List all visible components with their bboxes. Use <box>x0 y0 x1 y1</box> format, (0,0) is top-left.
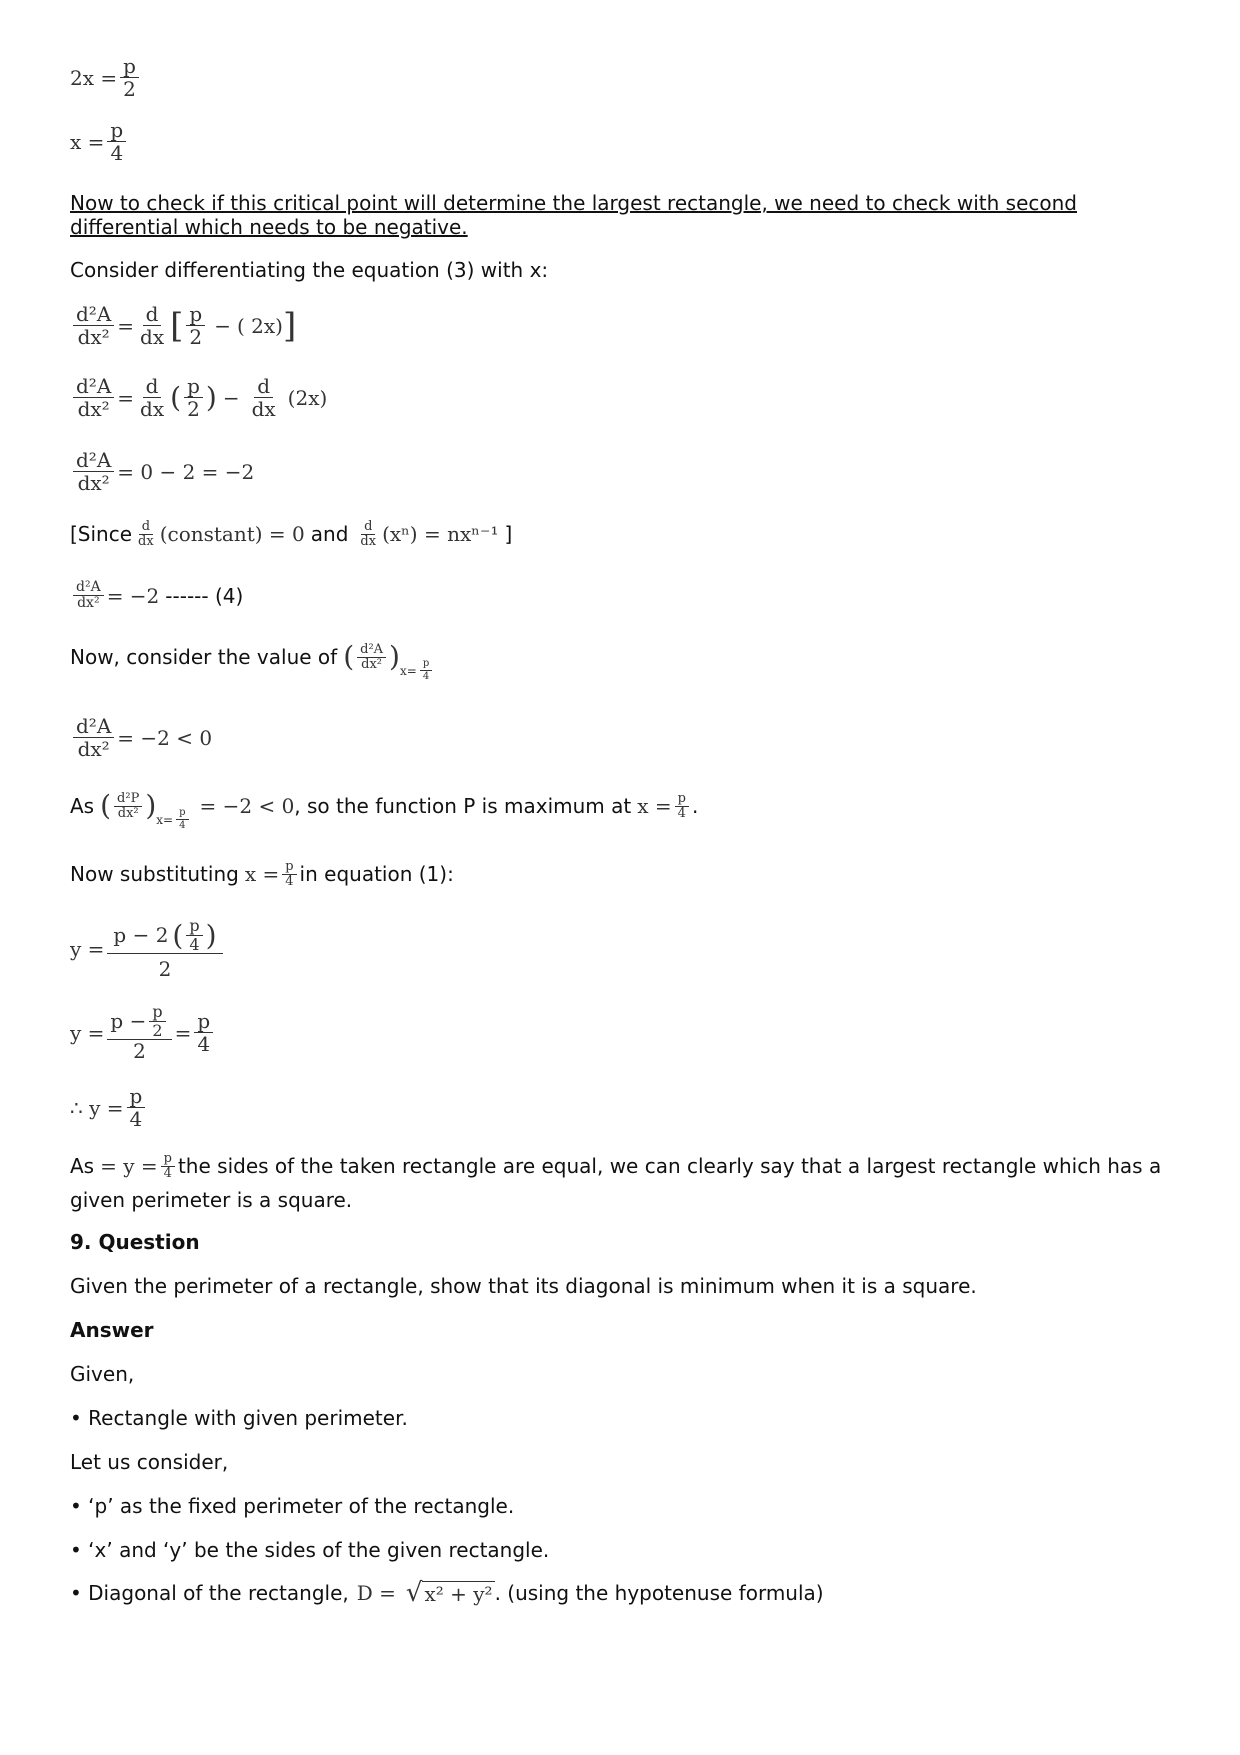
y-equals: y = <box>70 937 105 962</box>
conclusion-line-1 <box>70 1152 1161 1181</box>
eq-lhs: x = <box>70 130 105 154</box>
term-2x: (2x) <box>287 386 328 410</box>
frac-num: d <box>143 304 162 326</box>
frac-den: 4 <box>129 1107 143 1131</box>
let-us-consider: Let us consider, <box>70 1450 229 1474</box>
frac-num: p <box>120 56 139 78</box>
fraction-p-over-4-small <box>282 860 296 889</box>
frac-den: 2 <box>133 1039 146 1064</box>
frac-den: dx² <box>77 325 110 349</box>
frac-num: d <box>143 376 162 398</box>
frac-num: d²A <box>357 643 386 658</box>
equation-negative-check <box>70 716 212 760</box>
frac-num: p <box>107 120 126 142</box>
fraction-p-over-4 <box>127 1086 146 1130</box>
frac-den: 4 <box>422 670 430 682</box>
fraction-p-over-4-small <box>675 792 689 821</box>
fraction-d2A-dx2-small <box>357 643 386 672</box>
frac-num: d²A <box>73 450 114 472</box>
frac-den: 4 <box>163 1165 172 1181</box>
substitution-line <box>70 860 454 889</box>
x-equals: x = <box>637 794 672 819</box>
frac-den: 4 <box>285 873 294 889</box>
frac-den: dx <box>251 397 276 421</box>
question-text: Given the perimeter of a rectangle, show that its diagonal is minimum when it is a square. <box>70 1274 977 1298</box>
underlined-note: Now to check if this critical point will determine the largest rectangle, we need to check with second differential which needs to be negative. <box>70 191 1077 239</box>
frac-num: p <box>420 659 432 671</box>
frac-den: 2 <box>189 325 203 349</box>
bullet-diagonal <box>70 1580 824 1606</box>
evaluation-subscript <box>400 659 435 682</box>
equals-sign: = <box>117 386 135 410</box>
fraction-d2A-dx2-small <box>73 580 104 611</box>
frac-den: dx² <box>361 656 383 672</box>
frac-den: dx² <box>77 471 110 495</box>
fraction-y-expression <box>107 918 222 980</box>
frac-den: dx² <box>117 805 139 821</box>
fraction-d2A-dx2 <box>73 716 114 760</box>
equation-rhs: = 0 − 2 = −2 <box>117 460 255 484</box>
frac-num: d²A <box>73 376 114 398</box>
conclusion-text: the sides of the taken rectangle are equal, we can clearly say that a largest rectangle which has a <box>177 1154 1162 1179</box>
frac-num: p <box>186 304 205 326</box>
fraction-p-over-4-tiny <box>176 808 188 831</box>
frac-num: d <box>139 520 153 535</box>
equation-2x <box>70 56 142 100</box>
equation-4 <box>70 580 243 611</box>
eq-lhs: 2x = <box>70 66 118 90</box>
fraction-p-over-4-small <box>161 1152 175 1181</box>
numerator-left: p − <box>110 1009 147 1034</box>
negative-value: = −2 < 0 <box>199 794 295 819</box>
equation-rhs: = −2 < 0 <box>117 726 213 750</box>
frac-num: p <box>127 1086 146 1108</box>
fraction-p-over-4 <box>107 120 126 164</box>
frac-num: p <box>176 808 188 820</box>
sqrt-content: x² + y² <box>424 1582 493 1606</box>
now-consider-line: Now, consider the value of ( $\frac{\text{d²A}}{\text{dx²}}$ ) x= $\frac{p}{4}$ <box>70 643 435 672</box>
sub-x-eq: x= <box>399 663 417 678</box>
fraction-p-over-2 <box>186 304 205 348</box>
frac-num: p <box>184 376 203 398</box>
frac-num: d²A <box>73 304 114 326</box>
fraction-d2A-dx2 <box>73 450 114 494</box>
fraction-d2A-dx2 <box>73 304 114 348</box>
frac-den: dx <box>140 325 165 349</box>
equation-y-1 <box>70 918 226 980</box>
frac-num: p − 2 ( $\frac{p}{4}$ ) <box>107 918 222 954</box>
frac-num: d <box>254 376 273 398</box>
d-equals: D = <box>356 1581 396 1605</box>
fraction-p-over-4 <box>186 918 202 953</box>
diagonal-text: • Diagonal of the rectangle, <box>70 1581 349 1605</box>
in-equation-text: in equation (1): <box>299 862 454 887</box>
y-equals: = y = <box>100 1154 158 1179</box>
equation-second-derivative-2: $\frac{\text{d²A}}{\text{dx²}}$ = $\frac{d}{dx}$ ( $\frac{p}{2}$ ) − $\frac{d}{dx}$ (2x) <box>70 376 327 420</box>
constant-rule: (constant) = 0 <box>159 522 305 547</box>
frac-den: dx² <box>77 737 110 761</box>
frac-den: 4 <box>189 934 200 954</box>
maximum-text: , so the function P is maximum at <box>294 794 632 819</box>
bullet-perimeter: • ‘p’ as the fixed perimeter of the rectangle. <box>70 1494 515 1518</box>
sqrt-icon: √ <box>405 1578 423 1608</box>
fraction-d-dx-small <box>135 520 157 549</box>
frac-num: d <box>361 520 375 535</box>
fraction-d-dx <box>137 376 167 420</box>
hypotenuse-note: . (using the hypotenuse formula) <box>494 1581 824 1605</box>
fraction-d2A-dx2 <box>73 376 114 420</box>
fraction-d2P-dx2-small <box>114 792 142 821</box>
frac-num: p <box>194 1011 213 1033</box>
frac-den: 4 <box>677 805 686 821</box>
fraction-d-dx <box>249 376 279 420</box>
fraction-d-dx-small <box>357 520 379 549</box>
bullet-rectangle: • Rectangle with given perimeter. <box>70 1406 408 1430</box>
frac-num: p <box>282 860 296 875</box>
frac-num: d²A <box>73 580 104 596</box>
frac-den: dx² <box>77 594 100 611</box>
frac-num: d²P <box>114 792 142 807</box>
frac-den: 4 <box>179 819 186 831</box>
frac-num: d²A <box>73 716 114 738</box>
consider-differentiating-text: Consider differentiating the equation (3) with x: <box>70 258 549 282</box>
frac-den: 4 <box>110 141 124 165</box>
numerator-left: p − 2 <box>113 923 169 948</box>
answer-heading: Answer <box>70 1318 154 1342</box>
equation-second-derivative-1: $\frac{\text{d²A}}{\text{dx²}}$ = $\frac{d}{dx}$ [ $\frac{p}{2}$ − ( 2x) ] <box>70 304 296 348</box>
equation-second-derivative-3 <box>70 450 254 494</box>
bracket-close: ] <box>504 522 513 547</box>
therefore-y: ∴ y = <box>70 1096 124 1120</box>
equation-y-final <box>70 1086 148 1130</box>
frac-den: 4 <box>197 1032 211 1057</box>
now-substituting-text: Now substituting <box>70 862 239 887</box>
as-word: As <box>70 794 95 819</box>
frac-den: 2 <box>187 397 200 421</box>
equation-y-2 <box>70 1004 216 1062</box>
equation-tag: ------ (4) <box>165 583 244 608</box>
fraction-p-over-2 <box>149 1004 165 1039</box>
frac-num: p <box>149 1004 165 1022</box>
frac-den: 2 <box>158 957 172 982</box>
question-heading: 9. Question <box>70 1230 200 1254</box>
equals-sign: = <box>174 1021 192 1046</box>
since-rule-line <box>70 520 512 549</box>
fraction-d-dx <box>137 304 167 348</box>
bullet-sides: • ‘x’ and ‘y’ be the sides of the given rectangle. <box>70 1538 550 1562</box>
period: . <box>691 794 699 819</box>
given-label: Given, <box>70 1362 135 1386</box>
frac-den: 2 <box>123 77 136 101</box>
now-consider-text: Now, consider the value of <box>70 645 338 670</box>
frac-den: dx <box>138 533 154 549</box>
maximum-statement-line: As ( $\frac{\text{d²P}}{\text{dx²}}$ ) x= $\frac{p}{4}$ = −2 < 0 , so the function P is maximum at x = $\frac{p}{4}$ . <box>70 789 699 831</box>
equation-x <box>70 120 129 164</box>
equation-rhs: = −2 <box>106 583 160 608</box>
fraction-y-expression-2 <box>107 1004 171 1062</box>
power-rule: (xⁿ) = nxⁿ⁻¹ <box>382 522 499 547</box>
frac-num: p <box>186 918 202 936</box>
evaluation-subscript <box>156 808 191 831</box>
as-word: As <box>70 1154 95 1179</box>
frac-den: dx <box>140 397 165 421</box>
and-word: and <box>310 522 349 547</box>
term-2x: ( 2x) <box>236 314 283 338</box>
frac-den: dx² <box>77 397 110 421</box>
frac-num: p <box>161 1152 175 1167</box>
frac-den: dx <box>360 533 377 549</box>
fraction-p-over-4-tiny <box>420 659 432 682</box>
since-label: [Since <box>70 522 133 547</box>
fraction-p-over-2 <box>120 56 139 100</box>
equals-sign: = <box>117 314 135 338</box>
fraction-p-over-4 <box>194 1011 213 1055</box>
x-equals: x = <box>244 862 280 887</box>
frac-num: p <box>675 792 689 807</box>
y-equals: y = <box>70 1021 105 1046</box>
frac-num <box>107 1004 171 1040</box>
fraction-p-over-2 <box>184 376 203 420</box>
sub-x-eq: x= <box>156 812 174 827</box>
frac-den: 2 <box>152 1020 163 1040</box>
sqrt-expression <box>406 1580 495 1606</box>
conclusion-line-2: given perimeter is a square. <box>70 1188 353 1212</box>
